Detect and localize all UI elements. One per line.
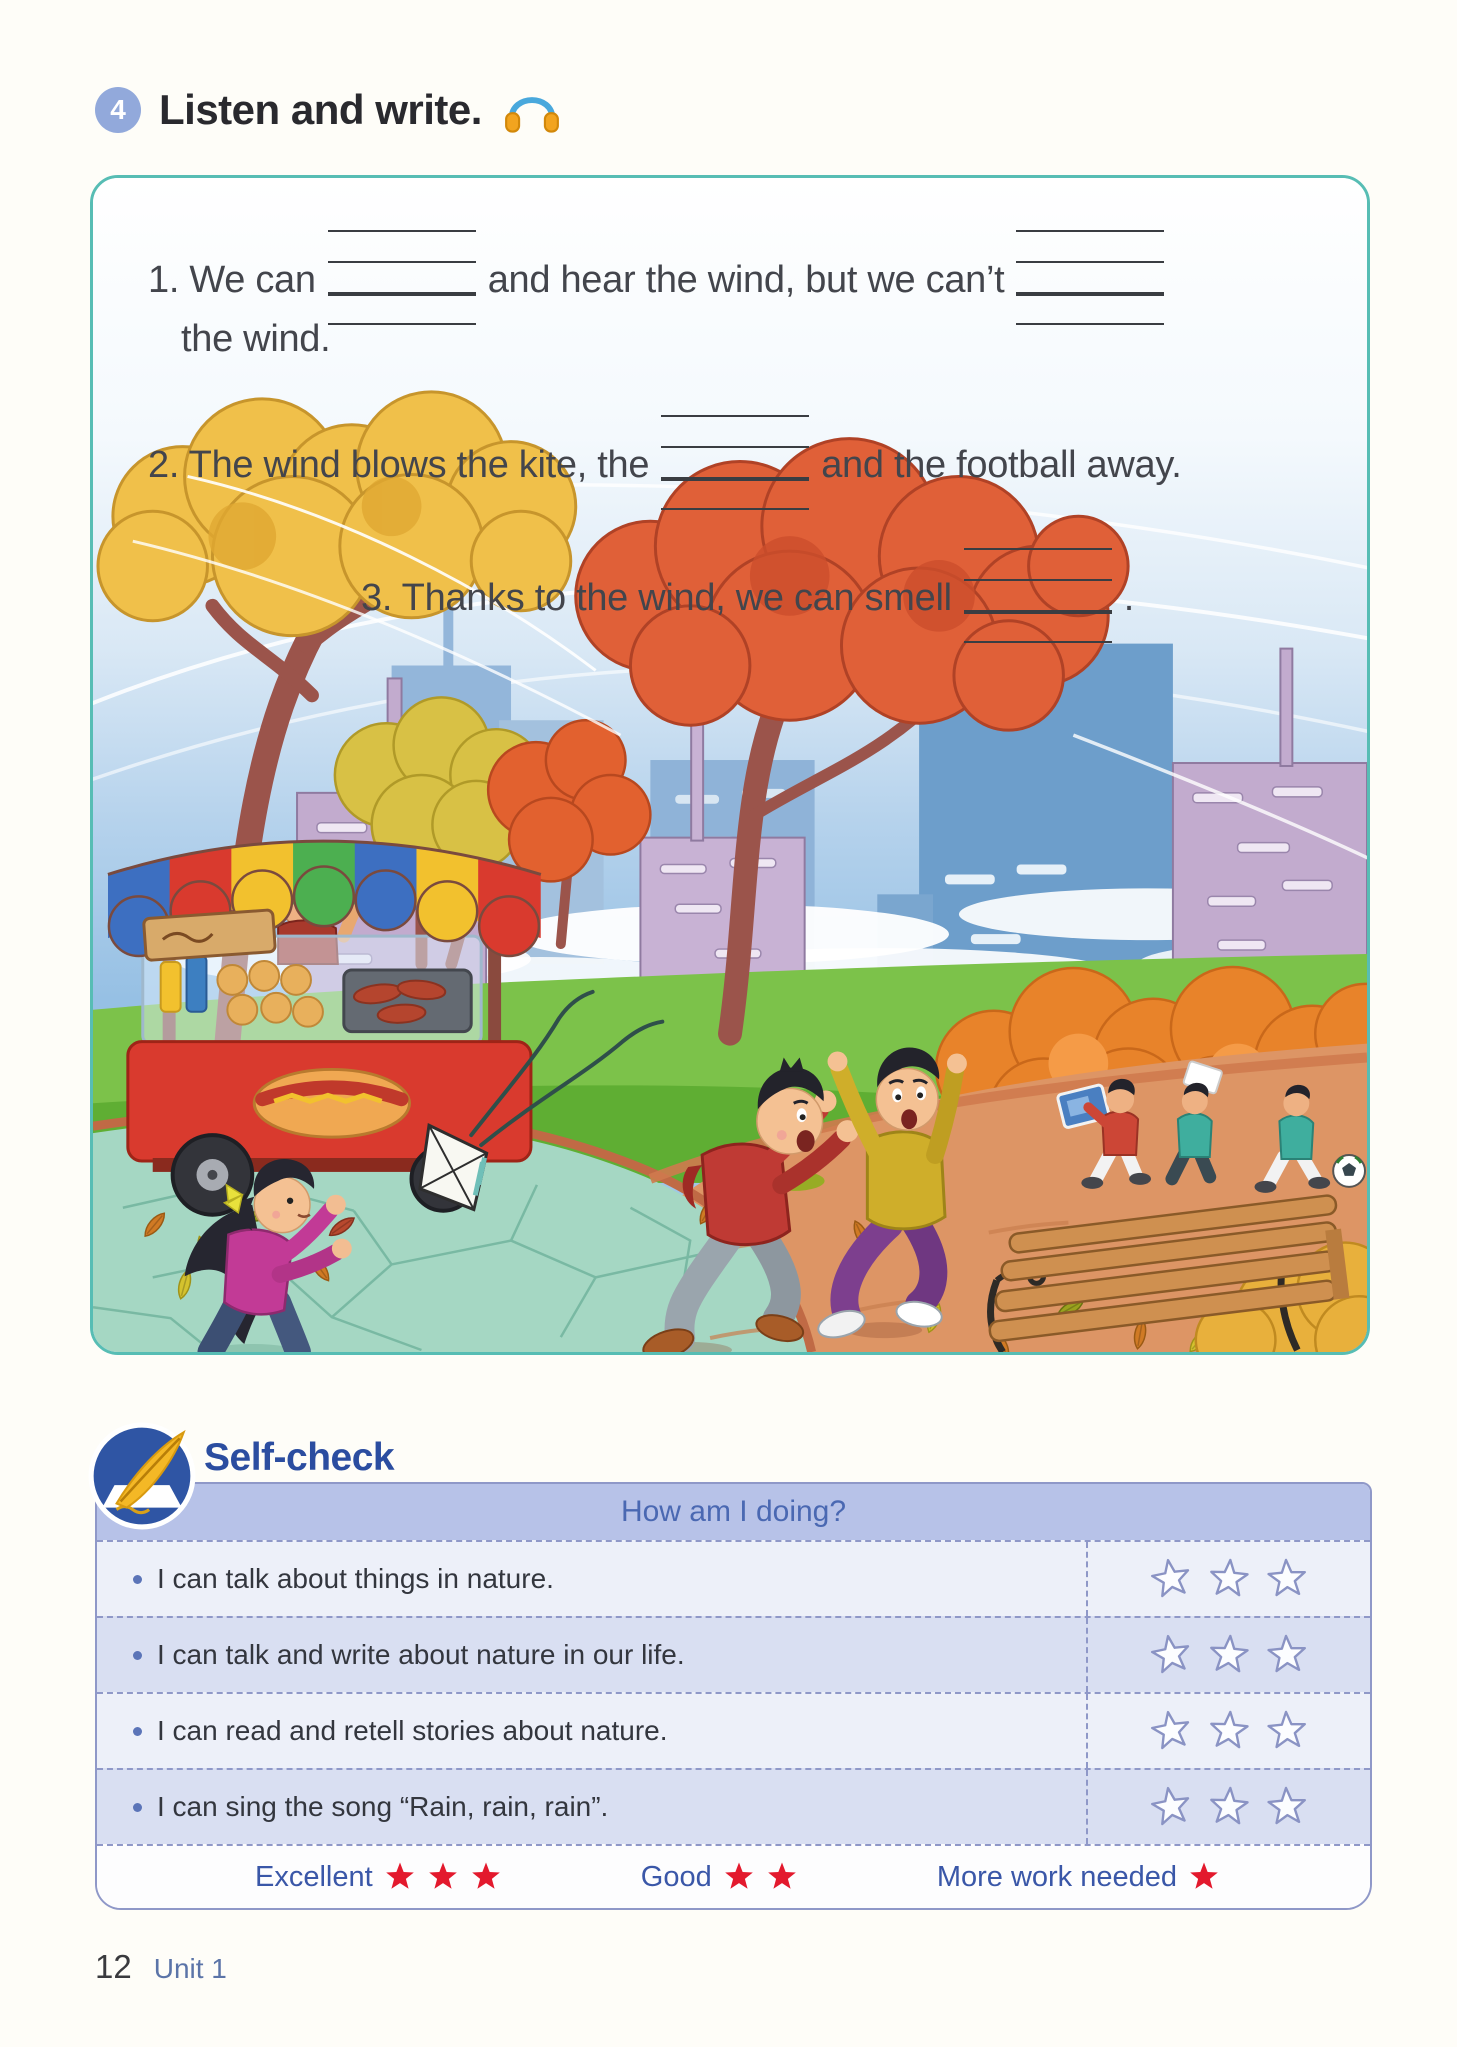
star-icon[interactable]	[1147, 1555, 1195, 1603]
bullet-icon	[133, 1803, 142, 1812]
sentence-1	[148, 230, 1176, 325]
legend-more-work	[937, 1861, 1220, 1894]
rating-stars	[1086, 1542, 1370, 1616]
activity-number-badge: 4	[95, 87, 141, 133]
sentence-3-pre: 3. Thanks to the wind, we can smell	[361, 577, 952, 619]
selfcheck-row	[97, 1540, 1370, 1616]
hotdog-logo	[254, 1069, 409, 1137]
headphones-icon[interactable]	[504, 86, 560, 134]
activity-title: Listen and write.	[159, 86, 482, 133]
selfcheck-row	[97, 1768, 1370, 1844]
selfcheck-logo-icon	[86, 1420, 198, 1532]
sentence-3-post: .	[1123, 577, 1135, 619]
activity-header	[95, 86, 560, 134]
selfcheck-table	[95, 1482, 1372, 1910]
star-icon[interactable]	[1207, 1633, 1252, 1678]
answer-blank-1[interactable]	[328, 230, 476, 325]
sentence-1-pre: 1. We can	[148, 259, 316, 301]
bullet-icon	[133, 1651, 142, 1660]
football	[1333, 1155, 1365, 1187]
red-star-icon	[766, 1861, 798, 1893]
star-icon[interactable]	[1147, 1707, 1195, 1755]
sentence-2-pre: 2. The wind blows the kite, the	[148, 444, 650, 486]
sentence-2	[148, 415, 1181, 510]
rating-legend	[97, 1844, 1370, 1908]
selfcheck-item-label: I can read and retell stories about nature.	[157, 1715, 668, 1746]
answer-blank-2[interactable]	[1016, 230, 1164, 325]
bullet-icon	[133, 1727, 142, 1736]
selfcheck-title: Self-check	[204, 1436, 395, 1479]
rating-stars	[1086, 1694, 1370, 1768]
legend-label: Good	[640, 1860, 712, 1893]
star-icon[interactable]	[1265, 1633, 1309, 1677]
rating-stars	[1086, 1770, 1370, 1844]
star-icon[interactable]	[1265, 1709, 1309, 1753]
red-star-icon	[384, 1861, 416, 1893]
selfcheck-row	[97, 1616, 1370, 1692]
sentence-2-post: and the football away.	[821, 444, 1182, 486]
star-icon[interactable]	[1207, 1709, 1252, 1754]
legend-excellent	[255, 1861, 502, 1894]
bullet-icon	[133, 1575, 142, 1584]
selfcheck-item-label: I can sing the song “Rain, rain, rain”.	[157, 1791, 609, 1822]
star-icon[interactable]	[1207, 1785, 1252, 1830]
exercise-box	[90, 175, 1370, 1355]
page-number: 12	[95, 1948, 132, 1985]
star-icon[interactable]	[1207, 1557, 1252, 1602]
sentence-3	[361, 548, 1134, 643]
unit-label: Unit 1	[153, 1953, 227, 1984]
cart-sign	[143, 910, 275, 961]
star-icon[interactable]	[1265, 1557, 1309, 1601]
red-star-icon	[723, 1861, 755, 1893]
legend-good	[641, 1861, 798, 1894]
rating-stars	[1086, 1618, 1370, 1692]
red-star-icon	[427, 1861, 459, 1893]
answer-blank-3[interactable]	[661, 415, 809, 510]
selfcheck-row	[97, 1692, 1370, 1768]
answer-blank-4[interactable]	[964, 548, 1112, 643]
legend-label: Excellent	[255, 1860, 373, 1893]
legend-label: More work needed	[936, 1860, 1177, 1893]
selfcheck-item-label: I can talk and write about nature in our life.	[157, 1639, 685, 1670]
selfcheck-question: How am I doing?	[97, 1484, 1370, 1540]
star-icon[interactable]	[1147, 1783, 1195, 1831]
page-footer	[95, 1948, 227, 1986]
selfcheck-item-label: I can talk about things in nature.	[157, 1563, 554, 1594]
sentence-1-mid: and hear the wind, but we can’t	[487, 259, 1005, 301]
sentence-1-tail: the wind.	[181, 318, 331, 360]
star-icon[interactable]	[1265, 1785, 1309, 1829]
red-star-icon	[470, 1861, 502, 1893]
red-star-icon	[1188, 1861, 1220, 1893]
star-icon[interactable]	[1147, 1631, 1195, 1679]
